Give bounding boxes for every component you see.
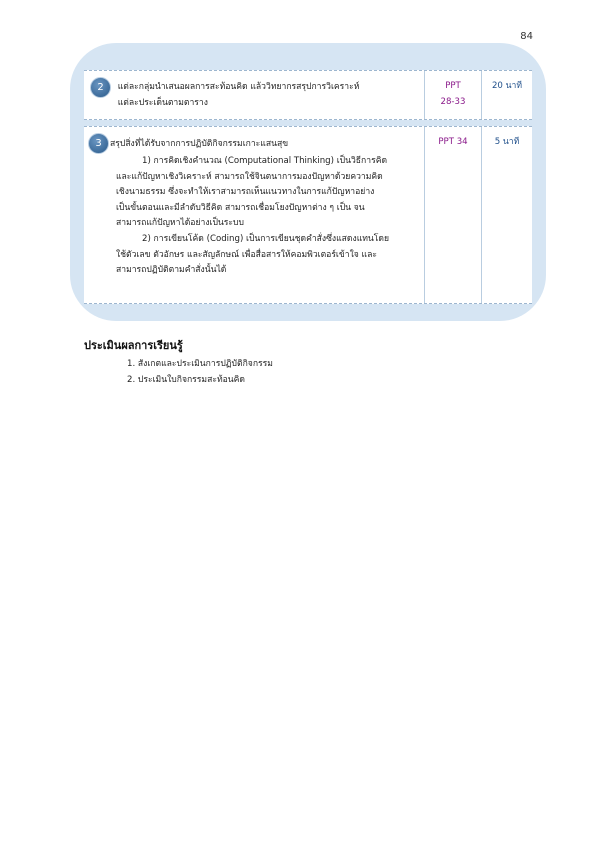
activity-text-line: 1) การคิดเชิงคำนวณ (Computational Thinking) เป็นวิธีการคิด <box>142 156 388 166</box>
activity-text-line: เป็นขั้นตอนและมีลำดับวิธีคิด สามารถเชื่อมโยงปัญหาต่าง ๆ เป็น จน <box>116 202 365 213</box>
evaluation-section <box>84 336 273 388</box>
activity-text-line: ใช้ตัวเลข ตัวอักษร และสัญลักษณ์ เพื่อสื่อสารให้คอมพิวเตอร์เข้าใจ และ <box>116 249 377 260</box>
activity-text-line: สรุปสิ่งที่ได้รับจากการปฏิบัติกิจกรรมเกาะแสนสุข <box>110 139 289 149</box>
material-text: 28-33 <box>440 96 466 107</box>
material-cell <box>425 71 482 119</box>
activity-cell <box>84 71 425 119</box>
material-cell <box>425 127 482 303</box>
step-number-badge: 2 <box>90 77 111 98</box>
material-text: PPT 34 <box>438 137 468 147</box>
time-cell: 20 นาที <box>491 81 523 91</box>
page-number: 84 <box>520 31 533 42</box>
activity-text-line: 2) การเขียนโค้ด (Coding) เป็นการเขียนชุดคำสั่งซึ่งแสดงแทนโดย <box>142 233 389 244</box>
activity-text-line: แต่ละประเด็นตามตาราง <box>117 97 208 108</box>
table-row <box>84 126 532 304</box>
list-item: 2. ประเมินใบกิจกรรมสะท้อนคิด <box>127 375 245 385</box>
evaluation-list <box>84 356 273 388</box>
section-heading: ประเมินผลการเรียนรู้ <box>84 339 183 352</box>
activity-text-line: แต่ละกลุ่มนำเสนอผลการสะท้อนคิด แล้ววิทยากรสรุปการวิเคราะห์ <box>117 82 360 92</box>
activity-cell <box>84 127 425 303</box>
activity-text-line: สามารถแก้ปัญหาได้อย่างเป็นระบบ <box>116 218 244 229</box>
list-item: 1. สังเกตและประเมินการปฏิบัติกิจกรรม <box>127 359 273 369</box>
material-text: PPT <box>445 81 461 91</box>
activity-table <box>84 70 532 304</box>
activity-text-line: และแก้ปัญหาเชิงวิเคราะห์ สามารถใช้จินตนาการมองปัญหาด้วยความคิด <box>116 171 383 182</box>
time-cell: 5 นาที <box>494 137 520 147</box>
table-row <box>84 70 532 120</box>
step-number-badge: 3 <box>88 133 109 154</box>
activity-text-line: เชิงนามธรรม ซึ่งจะทำให้เราสามารถเห็นแนวทางในการแก้ปัญหาอย่าง <box>116 187 375 198</box>
activity-text-line: สามารถปฏิบัติตามคำสั่งนั้นได้ <box>116 265 227 276</box>
